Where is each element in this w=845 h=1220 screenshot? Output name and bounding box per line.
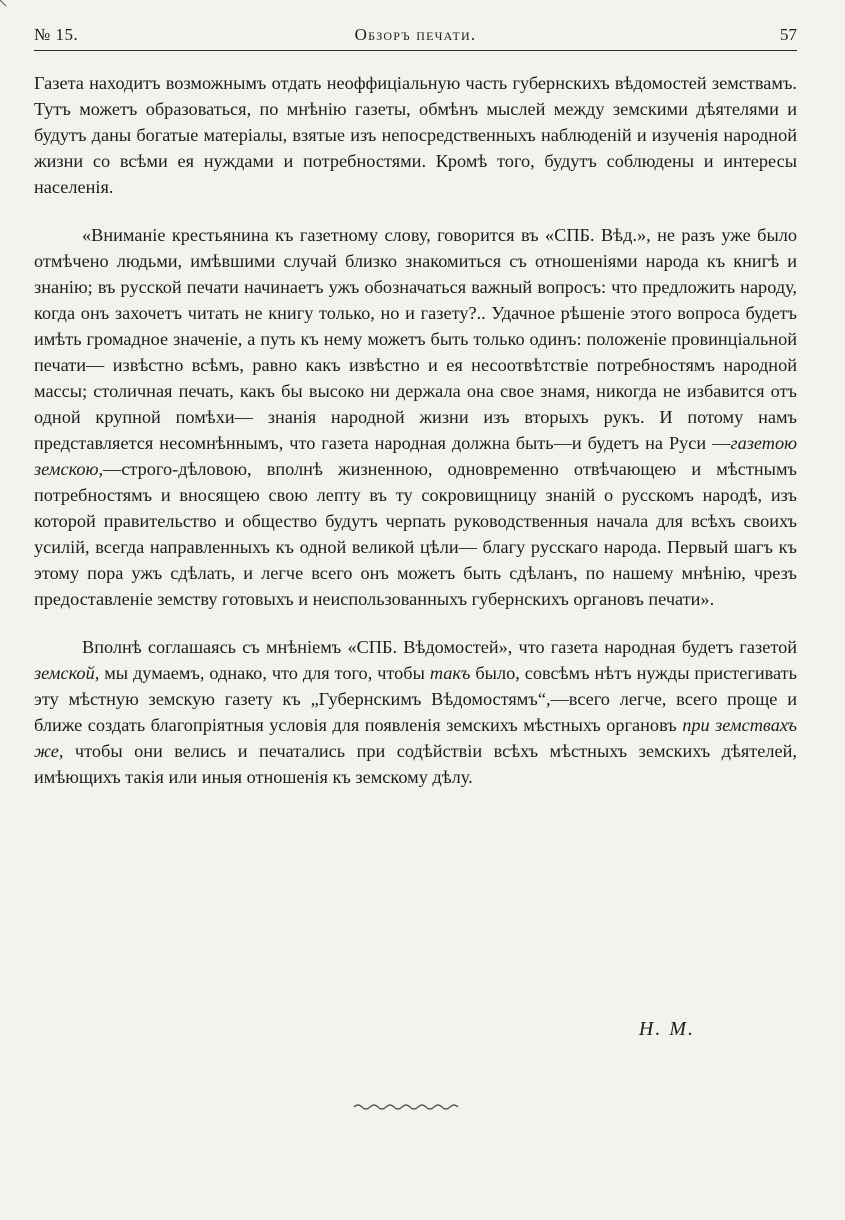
divider-ornament	[352, 1102, 462, 1112]
paragraph-3-text-1: Вполнѣ соглашаясь съ мнѣніемъ «СПБ. Вѣдомостей», что газета народная будетъ газетой	[82, 637, 797, 657]
paragraph-1: Газета находитъ возможнымъ отдать неоффиціальную часть губернскихъ вѣдомостей земствамъ. Тутъ можетъ образоваться, по мнѣнію газеты, обмѣнъ мыслей между земскими дѣятелями и будутъ даны богатые матеріалы, взятые изъ непосредственныхъ наблюденій и изученія народной жизни со всѣми ея нуждами и потребностями. Кромѣ того, будутъ соблюдены и интересы населенія.	[34, 73, 797, 197]
paragraph-3	[34, 634, 797, 790]
paragraph-3-italic-1: земской,	[34, 663, 100, 683]
running-title: Обзоръ печати.	[354, 25, 477, 44]
page-header	[34, 22, 797, 51]
paragraph-3-text-3: было, совсѣмъ нѣтъ нужды пристегивать эту мѣстную земскую газету къ „Губернскимъ Вѣдомостямъ“,—всего легче, всего проще и ближе создать благопріятныя условія для появленія земскихъ мѣстныхъ органовъ	[34, 663, 797, 735]
paragraph-2-italic: газетою земскою,	[34, 433, 797, 479]
paragraph-3-text-2: мы думаемъ, однако, что для того, чтобы	[99, 663, 430, 683]
article-body	[34, 70, 797, 812]
corner-mark	[0, 0, 8, 8]
issue-number: № 15.	[34, 25, 79, 44]
author-signature: Н. М.	[638, 1018, 695, 1040]
paragraph-2	[34, 222, 797, 612]
paragraph-3-italic-3: при земствахъ же,	[34, 715, 797, 761]
page-number: 57	[780, 25, 797, 44]
paragraph-2-rest: —строго-дѣловою, вполнѣ жизненною, одновременно отвѣчающею и мѣстнымъ потребностямъ и вносящею свою лепту въ ту сокровищницу знаній о русскомъ народѣ, изъ которой правительство и общество будутъ черпать руководственныя начала для всѣхъ своихъ усилій, всегда направленныхъ къ одной великой цѣли— благу русскаго народа. Первый шагъ къ этому пора ужъ сдѣлать, и легче всего онъ можетъ быть сдѣланъ, по нашему мнѣнію, чрезъ предоставленіе земству готовыхъ и неиспользованныхъ губернскихъ органовъ печати».	[34, 459, 797, 609]
paragraph-2-text: «Вниманіе крестьянина къ газетному слову, говорится въ «СПБ. Вѣд.», не разъ уже было отмѣчено людьми, имѣвшими случай близко знакомиться съ отношеніями народа къ книгѣ и знанію; въ русской печати начинаетъ ужъ обозначаться важный вопросъ: что предложить народу, когда онъ захочетъ читать не книгу только, но и газету?.. Удачное рѣшеніе этого вопроса будетъ имѣть громадное значеніе, а путь къ нему можетъ быть только одинъ: положеніе провинціальной печати— извѣстно всѣмъ, равно какъ извѣстно и ея несоотвѣтствіе потребностямъ народной массы; столичная печать, какъ бы высоко ни держала она свое знамя, никогда не избавится отъ одной крупной помѣхи— знанія народной жизни изъ вторыхъ рукъ. И потому намъ представляется несомнѣннымъ, что газета народная должна быть—и будетъ на Руси —	[34, 225, 797, 453]
paragraph-3-text-4: чтобы они велись и печатались при содѣйствіи всѣхъ мѣстныхъ земскихъ дѣятелей, имѣющихъ такія или иныя отношенія къ земскому дѣлу.	[34, 741, 797, 787]
paragraph-3-italic-2: такъ	[429, 663, 471, 683]
